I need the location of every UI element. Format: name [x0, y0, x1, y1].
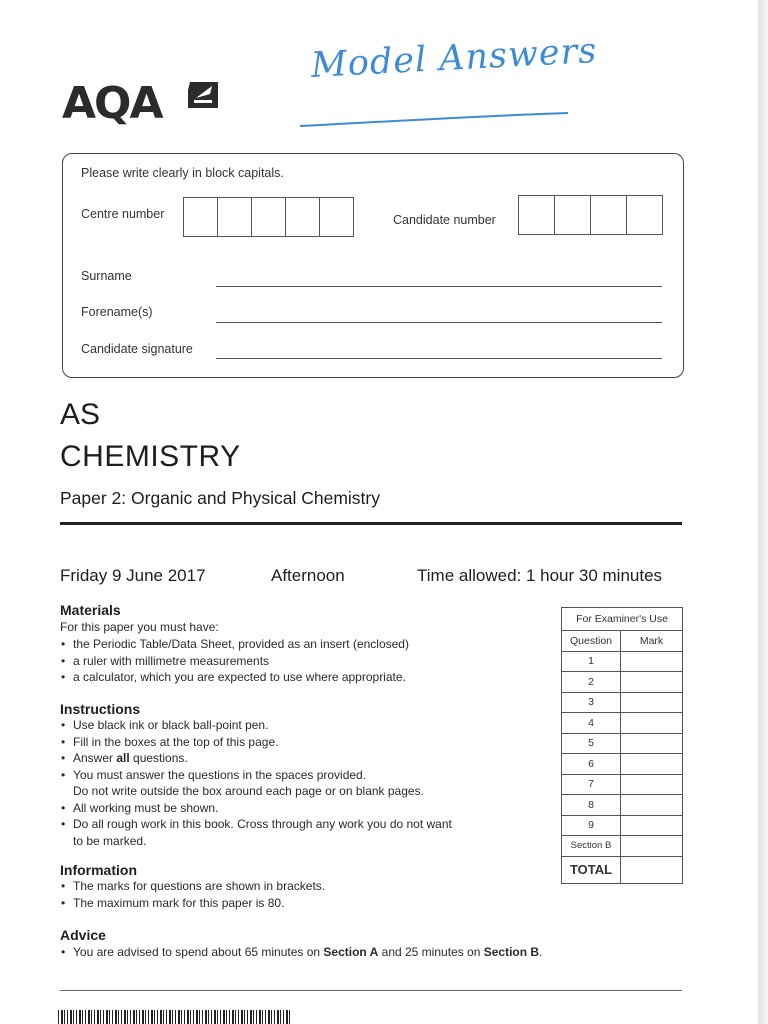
paper-title: Paper 2: Organic and Physical Chemistry — [60, 488, 380, 508]
table-row: 4 — [562, 713, 683, 734]
list-item: • You must answer the questions in the spaces provided. Do not write outside the box around each page or on blank pages. — [59, 767, 452, 800]
list-item: • Use black ink or black ball-point pen. — [59, 717, 452, 734]
table-row: Section B — [562, 836, 683, 857]
mark-cell[interactable] — [621, 713, 683, 734]
candidate-number-label: Candidate number — [393, 213, 496, 227]
mark-column-header: Mark — [621, 631, 683, 652]
aqa-logo: AQA — [62, 78, 162, 129]
mark-cell[interactable] — [621, 795, 683, 816]
materials-heading: Materials — [60, 602, 121, 618]
advice-heading: Advice — [60, 927, 106, 943]
exam-session: Afternoon — [271, 566, 345, 585]
signature-label: Candidate signature — [81, 342, 193, 356]
exam-date: Friday 9 June 2017 — [60, 566, 206, 585]
list-item: • You are advised to spend about 65 minutes on Section A and 25 minutes on Section B. — [59, 944, 542, 961]
materials-list — [59, 636, 409, 686]
table-row: 1 — [562, 651, 683, 672]
handwritten-underline — [298, 110, 573, 130]
title-divider — [60, 522, 682, 525]
block-capitals-instruction: Please write clearly in block capitals. — [81, 166, 284, 180]
candidate-number-field[interactable] — [518, 195, 663, 235]
list-item: • Do all rough work in this book. Cross through any work you do not want to be marked. — [59, 816, 452, 849]
table-row: 2 — [562, 672, 683, 693]
instructions-list — [59, 717, 452, 849]
answer-all-text: Answer all questions. — [73, 751, 188, 765]
list-item: • the Periodic Table/Data Sheet, provided as an insert (enclosed) — [59, 636, 409, 653]
table-title: For Examiner's Use — [562, 608, 683, 631]
table-row: 7 — [562, 774, 683, 795]
information-list — [59, 878, 325, 911]
forenames-field[interactable] — [216, 321, 662, 323]
list-item: • a ruler with millimetre measurements — [59, 653, 409, 670]
footer-divider — [60, 990, 682, 991]
question-column-header: Question — [562, 631, 621, 652]
page-edge-shadow — [758, 0, 768, 1024]
centre-number-label: Centre number — [81, 207, 165, 221]
examiners-use-table — [561, 607, 683, 884]
mark-cell[interactable] — [621, 651, 683, 672]
total-cell[interactable] — [621, 856, 683, 883]
mark-cell[interactable] — [621, 733, 683, 754]
mark-cell[interactable] — [621, 672, 683, 693]
barcode — [58, 1010, 290, 1024]
information-heading: Information — [60, 862, 137, 878]
list-item: • Fill in the boxes at the top of this page. — [59, 734, 452, 751]
mark-cell[interactable] — [621, 815, 683, 836]
qualification-level: AS — [60, 398, 101, 431]
handwritten-model-answers: Model Answers — [310, 31, 599, 86]
list-item: • a calculator, which you are expected to use where appropriate. — [59, 669, 409, 686]
surname-label: Surname — [81, 269, 132, 283]
list-item: • The maximum mark for this paper is 80. — [59, 895, 325, 912]
signature-field[interactable] — [216, 357, 662, 359]
centre-number-field[interactable] — [183, 197, 354, 237]
materials-intro: For this paper you must have: — [60, 620, 219, 634]
mark-cell[interactable] — [621, 692, 683, 713]
list-item — [59, 750, 452, 767]
surname-field[interactable] — [216, 285, 662, 287]
mark-cell[interactable] — [621, 774, 683, 795]
table-row: 8 — [562, 795, 683, 816]
table-row: 3 — [562, 692, 683, 713]
forenames-label: Forename(s) — [81, 305, 153, 319]
table-row: 6 — [562, 754, 683, 775]
instructions-heading: Instructions — [60, 701, 141, 717]
mark-cell[interactable] — [621, 836, 683, 857]
list-item: • The marks for questions are shown in brackets. — [59, 878, 325, 895]
subject-title: CHEMISTRY — [60, 440, 241, 473]
aqa-logo-mark-icon — [186, 80, 220, 110]
list-item: • All working must be shown. — [59, 800, 452, 817]
advice-list — [59, 944, 542, 961]
total-row: TOTAL — [562, 856, 683, 883]
mark-cell[interactable] — [621, 754, 683, 775]
table-row: 5 — [562, 733, 683, 754]
table-row: 9 — [562, 815, 683, 836]
time-allowed: Time allowed: 1 hour 30 minutes — [417, 566, 663, 585]
